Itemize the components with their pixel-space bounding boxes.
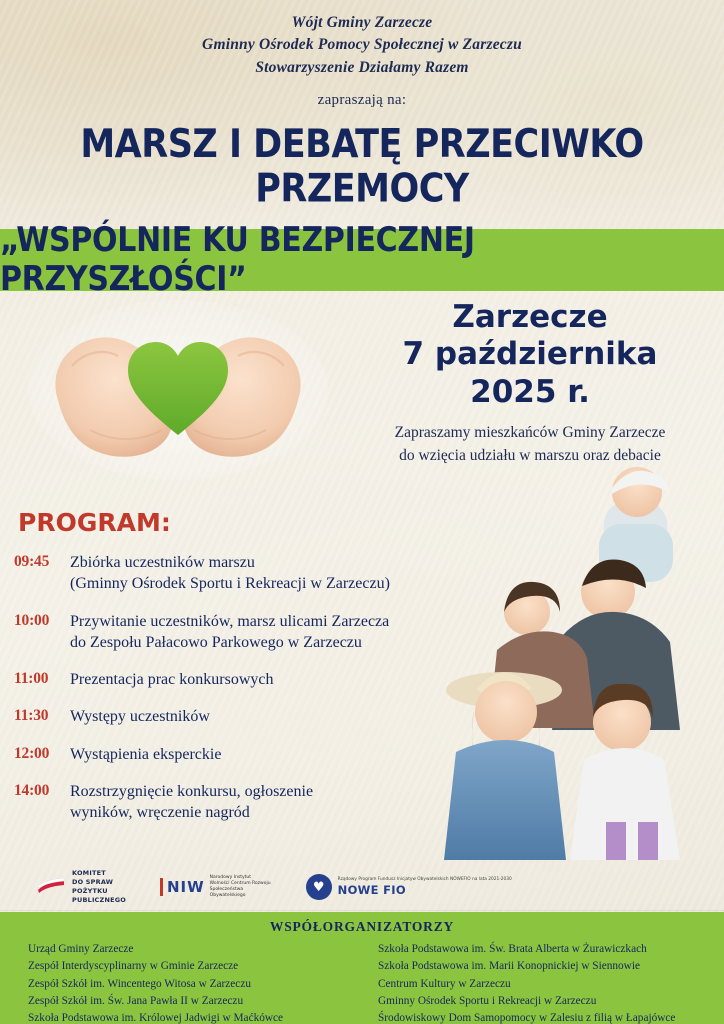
logo-nowe-fio bbox=[306, 874, 512, 900]
program-item bbox=[14, 552, 434, 595]
program-item-time: 12:00 bbox=[14, 744, 50, 762]
coorganizer-item: Zespół Interdyscyplinarny w Gminie Zarzecze bbox=[28, 960, 239, 973]
program-item-desc-line-1: Rozstrzygnięcie konkursu, ogłoszenie bbox=[70, 782, 314, 800]
coorganizer-item: Zespół Szkół im. Wincentego Witosa w Zarzeczu bbox=[28, 977, 251, 990]
coorganizer-item: Centrum Kultury w Zarzeczu bbox=[378, 977, 511, 990]
program-item-desc-line-1: Prezentacja prac konkursowych bbox=[70, 671, 274, 689]
hands-holding-heart-image bbox=[28, 290, 328, 480]
program-item-time: 11:30 bbox=[14, 707, 49, 725]
kspp-line-1: KOMITET bbox=[72, 869, 106, 878]
program-item bbox=[14, 744, 434, 765]
logo-kspp-text bbox=[72, 869, 126, 904]
program-item-desc-line-1: Przywitanie uczestników, marsz ulicami Zarzecza bbox=[70, 612, 390, 630]
poster-header bbox=[0, 0, 724, 109]
organizer-line-2: Gminny Ośrodek Pomocy Społecznej w Zarzeczu bbox=[202, 36, 522, 54]
logo-komitet-pozytku-publicznego bbox=[36, 869, 126, 904]
kspp-line-3: POŻYTKU bbox=[72, 887, 108, 895]
program-item-desc-line-1: Zbiórka uczestników marszu bbox=[70, 554, 255, 571]
footer-title: WSPÓŁORGANIZATORZY bbox=[269, 919, 455, 934]
coorganizer-item: Szkoła Podstawowa im. Marii Konopnickiej w Siennowie bbox=[378, 960, 640, 973]
event-place: Zarzecze bbox=[452, 299, 608, 335]
program-item-desc bbox=[70, 552, 390, 595]
invite-text: zapraszają na: bbox=[317, 92, 407, 109]
program-item-time: 14:00 bbox=[14, 781, 50, 799]
logo-fio-meta: Rządowy Program Fundusz Inicjatyw Obywatelskich NOWEFIO na lata 2021-2030 bbox=[337, 877, 512, 883]
logo-niw-subtitle: Narodowy Instytut Wolności Centrum Rozwoju Społeczeństwa Obywatelskiego bbox=[209, 875, 271, 898]
kspp-line-4: PUBLICZNEGO bbox=[72, 895, 126, 904]
program-item-desc bbox=[70, 744, 221, 765]
logo-niw-mark: NIW bbox=[160, 878, 205, 896]
footer-divider bbox=[0, 910, 724, 911]
program-item-desc bbox=[70, 611, 389, 654]
footer-coorganizers bbox=[0, 912, 724, 1024]
program-item bbox=[14, 611, 434, 654]
program-list bbox=[14, 552, 434, 839]
program-item bbox=[14, 669, 434, 690]
program-item-time: 10:00 bbox=[14, 611, 50, 629]
logo-fio-name: NOWE FIO bbox=[337, 882, 406, 897]
polish-flag-icon bbox=[36, 876, 66, 898]
subtitle-text: „WSPÓLNIE KU BEZPIECZNEJ PRZYSZŁOŚCI” bbox=[0, 221, 475, 300]
event-info bbox=[365, 300, 695, 468]
program-title: PROGRAM: bbox=[18, 508, 171, 537]
logo-niw bbox=[160, 875, 272, 898]
coorganizer-item: Szkoła Podstawowa im. Królowej Jadwigi w Maćkówce bbox=[28, 1012, 284, 1024]
fio-emblem-icon: ♥ bbox=[306, 874, 332, 900]
program-item-desc bbox=[70, 781, 313, 824]
footer-left-column bbox=[28, 941, 352, 1024]
program-item-desc bbox=[70, 669, 273, 690]
program-item bbox=[14, 706, 434, 727]
sponsor-logos bbox=[0, 862, 724, 912]
program-item-time: 09:45 bbox=[14, 553, 50, 570]
event-date: 7 października 2025 r. bbox=[402, 335, 658, 411]
coorganizer-item: Gminny Ośrodek Sportu i Rekreacji w Zarzeczu bbox=[378, 994, 597, 1007]
coorganizer-item: Urząd Gminy Zarzecze bbox=[28, 943, 134, 955]
coorganizer-item: Szkoła Podstawowa im. Św. Brata Alberta w Żurawiczkach bbox=[378, 943, 647, 955]
organizer-line-1: Wójt Gminy Zarzecze bbox=[291, 14, 433, 31]
event-subtitle bbox=[365, 421, 695, 468]
footer-columns bbox=[0, 935, 724, 1024]
event-subtitle-line-1: Zapraszamy mieszkańców Gminy Zarzecze bbox=[394, 424, 666, 442]
coorganizer-item: Środowiskowy Dom Samopomocy w Zalesiu z filią w Łapajówce bbox=[378, 1012, 676, 1024]
program-item-desc-line-2: wyników, wręczenie nagród bbox=[70, 804, 250, 822]
main-title: MARSZ I DEBATĘ PRZECIWKO PRZEMOCY bbox=[80, 122, 644, 213]
event-subtitle-line-2: do wzięcia udziału w marszu oraz debacie bbox=[399, 447, 661, 465]
program-item-desc-line-2: (Gminny Ośrodek Sportu i Rekreacji w Zarzeczu) bbox=[70, 575, 390, 593]
program-item-time: 11:00 bbox=[14, 670, 49, 688]
coorganizer-item: Zespół Szkół im. Św. Jana Pawła II w Zarzeczu bbox=[28, 994, 244, 1007]
program-item bbox=[14, 781, 434, 824]
family-photo bbox=[394, 440, 724, 860]
kspp-line-2: DO SPRAW bbox=[72, 878, 114, 887]
footer-right-column bbox=[378, 941, 702, 1024]
program-item-desc bbox=[70, 706, 210, 727]
program-item-desc-line-1: Wystąpienia eksperckie bbox=[70, 745, 222, 763]
program-item-desc-line-1: Występy uczestników bbox=[70, 708, 210, 726]
organizer-line-3: Stowarzyszenie Działamy Razem bbox=[255, 58, 469, 76]
program-item-desc-line-2: do Zespołu Pałacowo Parkowego w Zarzeczu bbox=[70, 633, 362, 651]
subtitle-band bbox=[0, 221, 724, 300]
